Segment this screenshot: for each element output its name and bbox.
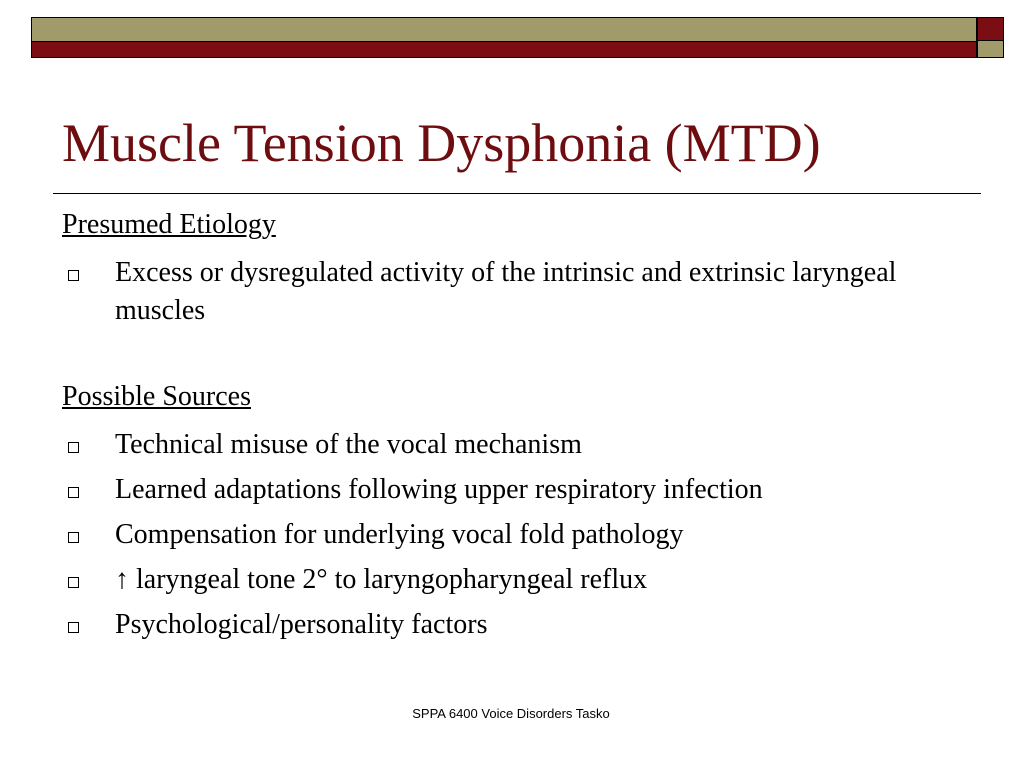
slide-footer: SPPA 6400 Voice Disorders Tasko — [412, 706, 610, 721]
list-item — [62, 561, 942, 601]
slide-title: Muscle Tension Dysphonia (MTD) — [62, 113, 821, 173]
hollow-square-bullet-icon — [68, 577, 79, 588]
hollow-square-bullet-icon — [68, 622, 79, 633]
list-item — [62, 606, 942, 646]
hollow-square-bullet-icon — [68, 442, 79, 453]
list-item — [62, 254, 942, 334]
hollow-square-bullet-icon — [68, 487, 79, 498]
list-item-text: Compensation for underlying vocal fold pathology — [115, 519, 684, 550]
list-item-text: ↑ laryngeal tone 2° to laryngopharyngeal reflux — [115, 564, 648, 595]
list-item-text: Excess or dysregulated activity of the intrinsic and extrinsic laryngeal muscles — [115, 257, 897, 326]
section-heading-sources: Possible Sources — [62, 381, 251, 412]
hollow-square-bullet-icon — [68, 270, 79, 281]
header-corner-square-maroon — [977, 17, 1004, 41]
list-item-text: Psychological/personality factors — [115, 609, 488, 640]
list-item-text: Technical misuse of the vocal mechanism — [115, 429, 582, 460]
list-item-text: Learned adaptations following upper respiratory infection — [115, 474, 763, 505]
section-heading-etiology: Presumed Etiology — [62, 209, 276, 240]
title-divider — [53, 193, 981, 194]
list-item — [62, 516, 942, 556]
header-corner-square-olive — [977, 41, 1004, 58]
header-band-olive — [31, 17, 977, 41]
header-band-maroon — [31, 41, 977, 58]
hollow-square-bullet-icon — [68, 532, 79, 543]
list-item — [62, 426, 942, 466]
list-item — [62, 471, 942, 511]
